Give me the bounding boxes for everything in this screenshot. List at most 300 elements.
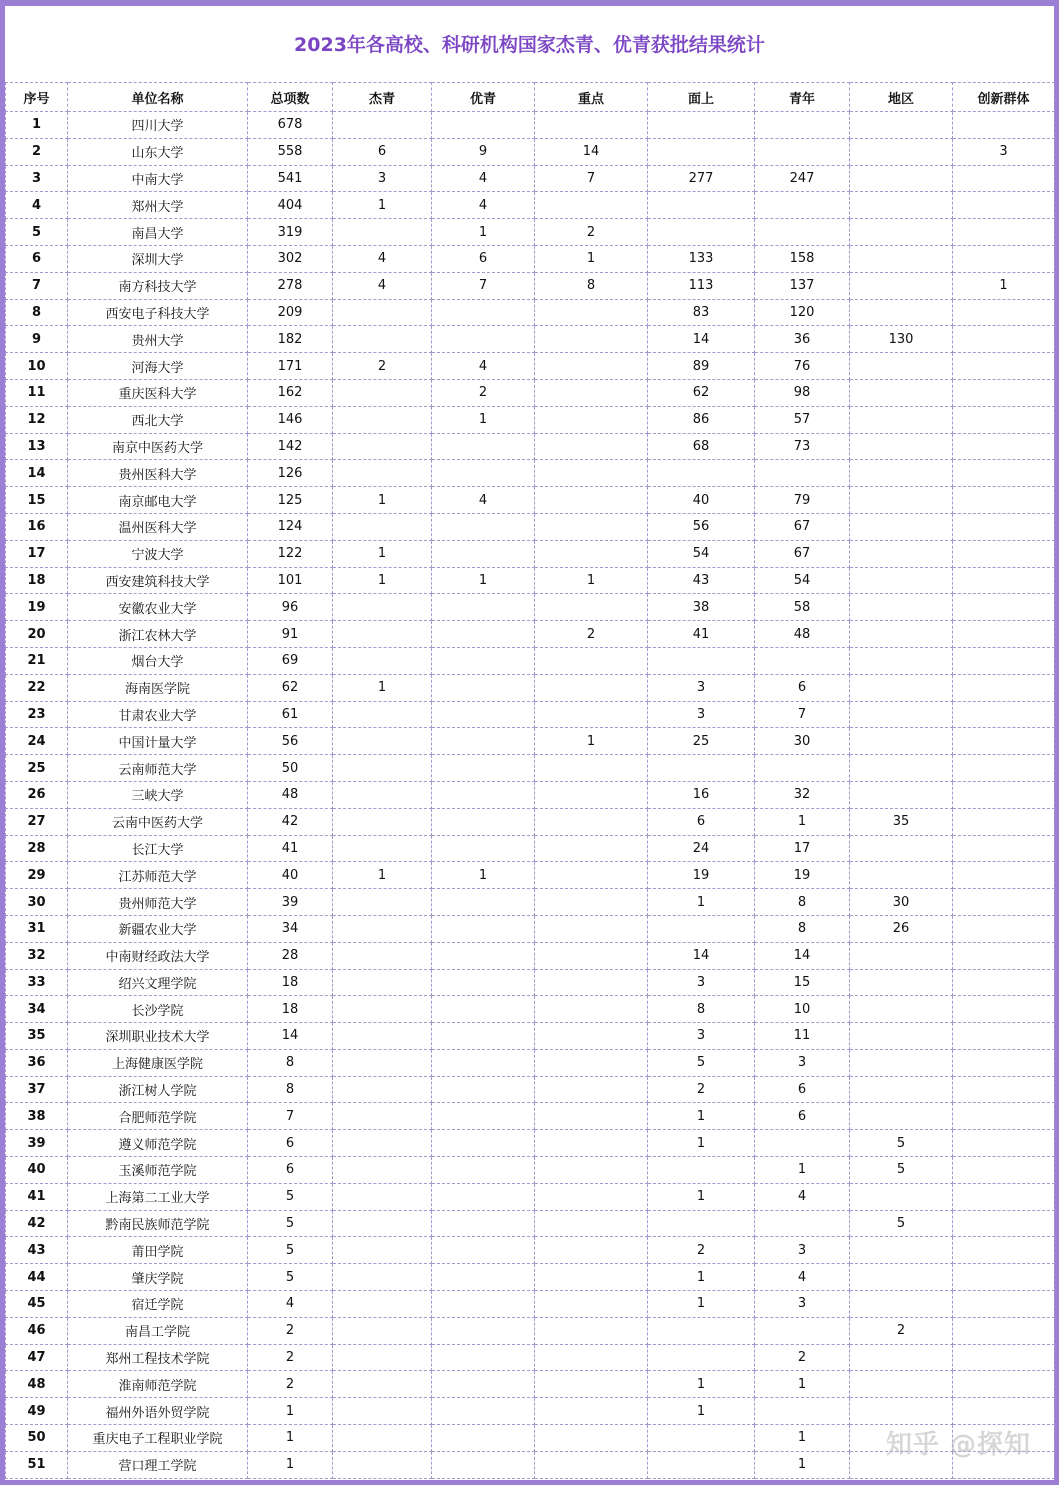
count-cell	[333, 621, 432, 648]
row-index-cell: 44	[6, 1264, 68, 1291]
row-index-cell: 30	[6, 889, 68, 916]
table-row	[6, 138, 1055, 165]
count-cell: 7	[535, 165, 648, 192]
count-cell	[333, 299, 432, 326]
count-cell	[432, 808, 535, 835]
count-cell: 1	[648, 1183, 755, 1210]
count-cell	[648, 1157, 755, 1184]
count-cell: 1	[535, 567, 648, 594]
unit-name-cell: 中国计量大学	[68, 728, 248, 755]
count-cell	[535, 889, 648, 916]
count-cell: 125	[248, 487, 333, 514]
count-cell	[432, 996, 535, 1023]
count-cell	[333, 219, 432, 246]
count-cell	[953, 594, 1055, 621]
column-header: 杰青	[333, 83, 432, 112]
count-cell	[953, 1398, 1055, 1425]
count-cell	[850, 513, 953, 540]
results-table	[5, 82, 1055, 1479]
count-cell: 1	[648, 1291, 755, 1318]
column-header: 地区	[850, 83, 953, 112]
count-cell: 1	[432, 862, 535, 889]
count-cell: 3	[648, 1023, 755, 1050]
count-cell	[953, 1317, 1055, 1344]
count-cell: 1	[333, 540, 432, 567]
row-index-cell: 46	[6, 1317, 68, 1344]
unit-name-cell: 莆田学院	[68, 1237, 248, 1264]
table-row	[6, 245, 1055, 272]
count-cell	[953, 1183, 1055, 1210]
count-cell	[850, 487, 953, 514]
table-row	[6, 1398, 1055, 1425]
count-cell: 6	[755, 1103, 850, 1130]
row-index-cell: 18	[6, 567, 68, 594]
table-row	[6, 728, 1055, 755]
count-cell	[535, 808, 648, 835]
count-cell	[648, 112, 755, 139]
row-index-cell: 20	[6, 621, 68, 648]
count-cell	[432, 1130, 535, 1157]
count-cell: 4	[755, 1183, 850, 1210]
count-cell	[333, 889, 432, 916]
row-index-cell: 11	[6, 379, 68, 406]
row-index-cell: 9	[6, 326, 68, 353]
count-cell	[535, 353, 648, 380]
count-cell: 5	[648, 1049, 755, 1076]
unit-name-cell: 浙江树人学院	[68, 1076, 248, 1103]
count-cell: 5	[248, 1183, 333, 1210]
count-cell: 3	[648, 969, 755, 996]
table-row	[6, 996, 1055, 1023]
count-cell	[432, 1210, 535, 1237]
count-cell	[850, 1183, 953, 1210]
count-cell: 19	[648, 862, 755, 889]
table-row	[6, 1317, 1055, 1344]
count-cell	[432, 112, 535, 139]
unit-name-cell: 上海健康医学院	[68, 1049, 248, 1076]
count-cell	[850, 540, 953, 567]
count-cell	[432, 1371, 535, 1398]
count-cell: 14	[535, 138, 648, 165]
count-cell	[648, 219, 755, 246]
count-cell: 4	[755, 1264, 850, 1291]
count-cell	[333, 1451, 432, 1478]
table-row	[6, 594, 1055, 621]
count-cell: 302	[248, 245, 333, 272]
count-cell: 1	[535, 245, 648, 272]
table-row	[6, 969, 1055, 996]
count-cell	[953, 1076, 1055, 1103]
count-cell	[535, 1317, 648, 1344]
count-cell: 1	[648, 1398, 755, 1425]
count-cell: 76	[755, 353, 850, 380]
count-cell: 4	[432, 487, 535, 514]
count-cell	[953, 701, 1055, 728]
count-cell	[432, 540, 535, 567]
unit-name-cell: 福州外语外贸学院	[68, 1398, 248, 1425]
count-cell: 113	[648, 272, 755, 299]
count-cell: 2	[648, 1076, 755, 1103]
table-row	[6, 487, 1055, 514]
table-row	[6, 1183, 1055, 1210]
row-index-cell: 10	[6, 353, 68, 380]
table-row	[6, 621, 1055, 648]
count-cell	[535, 406, 648, 433]
count-cell	[850, 647, 953, 674]
row-index-cell: 22	[6, 674, 68, 701]
count-cell: 2	[850, 1317, 953, 1344]
count-cell: 6	[333, 138, 432, 165]
unit-name-cell: 山东大学	[68, 138, 248, 165]
count-cell	[432, 1451, 535, 1478]
count-cell: 25	[648, 728, 755, 755]
count-cell	[432, 1076, 535, 1103]
count-cell	[953, 513, 1055, 540]
row-index-cell: 5	[6, 219, 68, 246]
row-index-cell: 26	[6, 781, 68, 808]
unit-name-cell: 郑州工程技术学院	[68, 1344, 248, 1371]
row-index-cell: 29	[6, 862, 68, 889]
table-row	[6, 433, 1055, 460]
count-cell	[333, 513, 432, 540]
count-cell: 58	[755, 594, 850, 621]
row-index-cell: 35	[6, 1023, 68, 1050]
count-cell	[432, 433, 535, 460]
table-row	[6, 192, 1055, 219]
row-index-cell: 40	[6, 1157, 68, 1184]
count-cell: 8	[535, 272, 648, 299]
count-cell: 62	[248, 674, 333, 701]
count-cell: 6	[755, 1076, 850, 1103]
row-index-cell: 45	[6, 1291, 68, 1318]
count-cell: 541	[248, 165, 333, 192]
count-cell	[953, 942, 1055, 969]
count-cell: 1	[333, 192, 432, 219]
count-cell: 50	[248, 755, 333, 782]
count-cell	[850, 1076, 953, 1103]
count-cell	[850, 969, 953, 996]
count-cell	[432, 1183, 535, 1210]
unit-name-cell: 贵州师范大学	[68, 889, 248, 916]
table-row	[6, 567, 1055, 594]
count-cell	[850, 1398, 953, 1425]
row-index-cell: 16	[6, 513, 68, 540]
count-cell	[953, 299, 1055, 326]
count-cell: 5	[850, 1210, 953, 1237]
count-cell: 56	[648, 513, 755, 540]
count-cell	[850, 567, 953, 594]
count-cell	[535, 1291, 648, 1318]
count-cell	[850, 1237, 953, 1264]
count-cell: 62	[648, 379, 755, 406]
count-cell: 6	[755, 674, 850, 701]
count-cell	[648, 647, 755, 674]
table-row	[6, 647, 1055, 674]
unit-name-cell: 宿迁学院	[68, 1291, 248, 1318]
count-cell	[755, 647, 850, 674]
count-cell	[333, 969, 432, 996]
count-cell: 2	[248, 1344, 333, 1371]
count-cell: 14	[648, 942, 755, 969]
count-cell	[333, 112, 432, 139]
count-cell	[535, 942, 648, 969]
count-cell	[953, 621, 1055, 648]
count-cell: 1	[432, 567, 535, 594]
row-index-cell: 31	[6, 915, 68, 942]
count-cell	[648, 755, 755, 782]
count-cell: 4	[432, 165, 535, 192]
count-cell	[755, 1210, 850, 1237]
count-cell	[953, 969, 1055, 996]
count-cell	[850, 701, 953, 728]
count-cell	[755, 1130, 850, 1157]
count-cell: 1	[432, 406, 535, 433]
count-cell	[333, 326, 432, 353]
count-cell	[432, 701, 535, 728]
count-cell: 137	[755, 272, 850, 299]
unit-name-cell: 西北大学	[68, 406, 248, 433]
row-index-cell: 6	[6, 245, 68, 272]
count-cell: 1	[953, 272, 1055, 299]
table-row	[6, 1076, 1055, 1103]
page-title: 2023年各高校、科研机构国家杰青、优青获批结果统计	[294, 33, 765, 56]
row-index-cell: 38	[6, 1103, 68, 1130]
table-row	[6, 1049, 1055, 1076]
count-cell	[432, 460, 535, 487]
count-cell	[535, 1425, 648, 1452]
count-cell: 24	[648, 835, 755, 862]
count-cell	[432, 835, 535, 862]
count-cell: 558	[248, 138, 333, 165]
count-cell	[535, 862, 648, 889]
count-cell	[953, 540, 1055, 567]
row-index-cell: 23	[6, 701, 68, 728]
table-row	[6, 862, 1055, 889]
table-row	[6, 353, 1055, 380]
count-cell	[953, 915, 1055, 942]
count-cell: 130	[850, 326, 953, 353]
count-cell: 68	[648, 433, 755, 460]
column-header: 单位名称	[68, 83, 248, 112]
count-cell: 4	[333, 245, 432, 272]
table-row	[6, 915, 1055, 942]
count-cell	[755, 1398, 850, 1425]
count-cell: 5	[248, 1237, 333, 1264]
count-cell	[953, 406, 1055, 433]
row-index-cell: 8	[6, 299, 68, 326]
count-cell	[850, 219, 953, 246]
count-cell: 3	[648, 674, 755, 701]
table-row	[6, 379, 1055, 406]
count-cell: 16	[648, 781, 755, 808]
watermark: 知乎 @探知	[885, 1430, 1031, 1460]
count-cell	[333, 379, 432, 406]
count-cell	[333, 1425, 432, 1452]
row-index-cell: 1	[6, 112, 68, 139]
count-cell	[333, 1317, 432, 1344]
unit-name-cell: 贵州大学	[68, 326, 248, 353]
count-cell	[648, 460, 755, 487]
count-cell: 4	[333, 272, 432, 299]
count-cell: 1	[755, 1371, 850, 1398]
count-cell	[850, 272, 953, 299]
row-index-cell: 34	[6, 996, 68, 1023]
count-cell	[432, 1317, 535, 1344]
count-cell	[432, 781, 535, 808]
count-cell: 1	[755, 808, 850, 835]
count-cell: 39	[248, 889, 333, 916]
count-cell: 10	[755, 996, 850, 1023]
count-cell	[432, 1398, 535, 1425]
count-cell	[850, 1103, 953, 1130]
count-cell: 5	[248, 1210, 333, 1237]
count-cell: 14	[248, 1023, 333, 1050]
count-cell: 2	[333, 353, 432, 380]
count-cell	[953, 460, 1055, 487]
table-row	[6, 513, 1055, 540]
count-cell	[432, 674, 535, 701]
count-cell	[535, 1076, 648, 1103]
unit-name-cell: 云南中医药大学	[68, 808, 248, 835]
count-cell: 19	[755, 862, 850, 889]
count-cell	[535, 1398, 648, 1425]
unit-name-cell: 云南师范大学	[68, 755, 248, 782]
count-cell: 101	[248, 567, 333, 594]
unit-name-cell: 黔南民族师范学院	[68, 1210, 248, 1237]
unit-name-cell: 宁波大学	[68, 540, 248, 567]
unit-name-cell: 南京邮电大学	[68, 487, 248, 514]
count-cell: 6	[648, 808, 755, 835]
row-index-cell: 36	[6, 1049, 68, 1076]
count-cell	[333, 1291, 432, 1318]
count-cell: 1	[432, 219, 535, 246]
table-row	[6, 1210, 1055, 1237]
count-cell	[953, 165, 1055, 192]
count-cell	[535, 701, 648, 728]
count-cell: 4	[432, 192, 535, 219]
count-cell: 162	[248, 379, 333, 406]
unit-name-cell: 河海大学	[68, 353, 248, 380]
count-cell: 278	[248, 272, 333, 299]
count-cell: 5	[850, 1157, 953, 1184]
row-index-cell: 28	[6, 835, 68, 862]
count-cell: 6	[248, 1157, 333, 1184]
count-cell	[953, 1130, 1055, 1157]
count-cell	[432, 1049, 535, 1076]
unit-name-cell: 中南大学	[68, 165, 248, 192]
count-cell: 8	[248, 1049, 333, 1076]
row-index-cell: 39	[6, 1130, 68, 1157]
count-cell: 38	[648, 594, 755, 621]
count-cell	[953, 862, 1055, 889]
count-cell	[953, 1049, 1055, 1076]
count-cell	[953, 1023, 1055, 1050]
count-cell	[850, 996, 953, 1023]
count-cell: 86	[648, 406, 755, 433]
unit-name-cell: 南方科技大学	[68, 272, 248, 299]
count-cell	[432, 1425, 535, 1452]
count-cell	[333, 1157, 432, 1184]
unit-name-cell: 深圳大学	[68, 245, 248, 272]
count-cell: 91	[248, 621, 333, 648]
unit-name-cell: 新疆农业大学	[68, 915, 248, 942]
count-cell: 182	[248, 326, 333, 353]
count-cell	[535, 1264, 648, 1291]
count-cell: 8	[755, 915, 850, 942]
count-cell	[535, 1451, 648, 1478]
count-cell	[755, 112, 850, 139]
table-row	[6, 701, 1055, 728]
unit-name-cell: 绍兴文理学院	[68, 969, 248, 996]
count-cell	[953, 674, 1055, 701]
count-cell	[333, 1023, 432, 1050]
unit-name-cell: 南昌工学院	[68, 1317, 248, 1344]
count-cell: 54	[755, 567, 850, 594]
unit-name-cell: 三峡大学	[68, 781, 248, 808]
count-cell	[755, 192, 850, 219]
count-cell	[535, 1049, 648, 1076]
count-cell: 120	[755, 299, 850, 326]
table-row	[6, 755, 1055, 782]
count-cell: 79	[755, 487, 850, 514]
row-index-cell: 15	[6, 487, 68, 514]
count-cell: 67	[755, 540, 850, 567]
row-index-cell: 14	[6, 460, 68, 487]
count-cell: 8	[248, 1076, 333, 1103]
count-cell	[850, 942, 953, 969]
count-cell: 35	[850, 808, 953, 835]
row-index-cell: 19	[6, 594, 68, 621]
row-index-cell: 41	[6, 1183, 68, 1210]
table-row	[6, 889, 1055, 916]
count-cell	[333, 1237, 432, 1264]
unit-name-cell: 中南财经政法大学	[68, 942, 248, 969]
count-cell: 2	[535, 621, 648, 648]
count-cell	[850, 245, 953, 272]
row-index-cell: 42	[6, 1210, 68, 1237]
count-cell: 124	[248, 513, 333, 540]
count-cell	[333, 1264, 432, 1291]
column-header: 创新群体	[953, 83, 1055, 112]
count-cell: 42	[248, 808, 333, 835]
count-cell: 67	[755, 513, 850, 540]
count-cell	[535, 915, 648, 942]
count-cell	[850, 1344, 953, 1371]
count-cell	[333, 647, 432, 674]
count-cell	[432, 969, 535, 996]
count-cell: 6	[432, 245, 535, 272]
count-cell: 1	[648, 889, 755, 916]
count-cell	[850, 299, 953, 326]
count-cell	[535, 674, 648, 701]
count-cell	[648, 1210, 755, 1237]
count-cell	[535, 1130, 648, 1157]
row-index-cell: 25	[6, 755, 68, 782]
count-cell	[333, 1371, 432, 1398]
count-cell	[333, 406, 432, 433]
count-cell	[333, 1210, 432, 1237]
column-header: 序号	[6, 83, 68, 112]
count-cell: 43	[648, 567, 755, 594]
table-row	[6, 942, 1055, 969]
row-index-cell: 7	[6, 272, 68, 299]
count-cell	[953, 1237, 1055, 1264]
count-cell: 15	[755, 969, 850, 996]
count-cell: 122	[248, 540, 333, 567]
table-row	[6, 1157, 1055, 1184]
count-cell: 11	[755, 1023, 850, 1050]
count-cell	[432, 647, 535, 674]
